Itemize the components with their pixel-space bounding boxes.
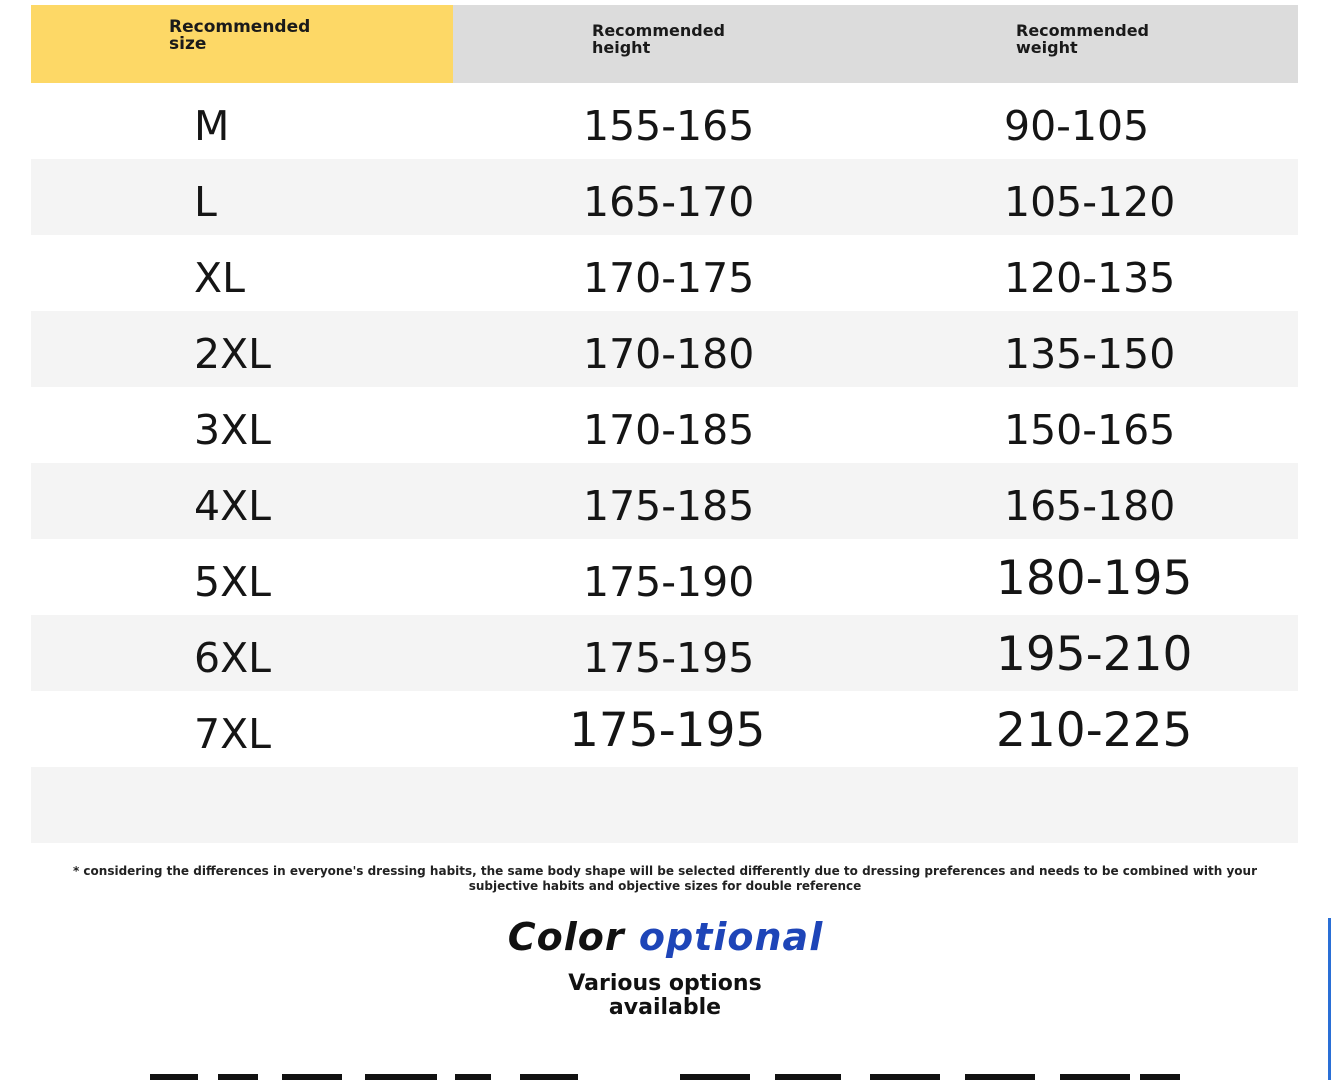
color-optional-title <box>0 912 1331 962</box>
height-cell: 175-185 <box>583 482 755 530</box>
weight-cell: 135-150 <box>1004 330 1176 378</box>
size-cell: 5XL <box>194 558 272 606</box>
stroke-fragment <box>870 1074 940 1080</box>
table-row-empty <box>31 767 1298 843</box>
table-row-6xl <box>31 615 1298 691</box>
size-disclaimer-note: * considering the differences in everyone's dressing habits, the same body shape will be selected differently due to dressing preferences and needs to be combined with your subjective habits and objective sizes for double reference <box>72 864 1258 893</box>
various-options-subtitle: Various options available <box>568 971 762 1020</box>
size-cell: 7XL <box>194 710 272 758</box>
stroke-fragment <box>965 1074 1035 1080</box>
height-cell: 170-175 <box>583 254 755 302</box>
stroke-fragment <box>455 1074 491 1080</box>
stroke-fragment <box>775 1074 841 1080</box>
height-cell: 170-185 <box>583 406 755 454</box>
height-cell: 165-170 <box>583 178 755 226</box>
stroke-fragment <box>1060 1074 1130 1080</box>
weight-cell: 120-135 <box>1004 254 1176 302</box>
color-title-word: Color <box>507 915 625 959</box>
weight-cell: 90-105 <box>1004 102 1150 150</box>
table-row-3xl <box>31 387 1298 463</box>
table-row-m <box>31 83 1298 159</box>
height-cell: 175-190 <box>583 558 755 606</box>
table-row-7xl <box>31 691 1298 767</box>
size-cell: 6XL <box>194 634 272 682</box>
height-cell: 170-180 <box>583 330 755 378</box>
height-cell: 175-195 <box>583 634 755 682</box>
stroke-fragment <box>680 1074 750 1080</box>
stroke-fragment <box>1140 1074 1180 1080</box>
header-weight-label: Recommended weight <box>1016 21 1149 57</box>
table-row-l <box>31 159 1298 235</box>
size-chart-table <box>31 5 1298 843</box>
table-row-5xl <box>31 539 1298 615</box>
stroke-fragment <box>150 1074 198 1080</box>
header-weight-cell <box>876 5 1298 83</box>
size-cell: 4XL <box>194 482 272 530</box>
size-cell: XL <box>194 254 245 302</box>
size-cell: 3XL <box>194 406 272 454</box>
size-cell: M <box>194 102 230 150</box>
table-row-xl <box>31 235 1298 311</box>
cropped-heading-strokes <box>0 1066 1331 1080</box>
table-row-4xl <box>31 463 1298 539</box>
optional-title-word: optional <box>638 915 824 959</box>
weight-cell: 195-210 <box>996 627 1193 682</box>
stroke-fragment <box>520 1074 578 1080</box>
table-row-2xl <box>31 311 1298 387</box>
stroke-fragment <box>282 1074 342 1080</box>
weight-cell: 105-120 <box>1004 178 1176 226</box>
size-cell: L <box>194 178 217 226</box>
size-cell: 2XL <box>194 330 272 378</box>
header-size-cell <box>31 5 453 83</box>
height-cell: 175-195 <box>569 703 766 758</box>
weight-cell: 210-225 <box>996 703 1193 758</box>
stroke-fragment <box>365 1074 437 1080</box>
weight-cell: 165-180 <box>1004 482 1176 530</box>
height-cell: 155-165 <box>583 102 755 150</box>
header-height-label: Recommended height <box>592 21 725 57</box>
weight-cell: 180-195 <box>996 551 1193 606</box>
header-size-label: Recommended size <box>169 17 311 54</box>
weight-cell: 150-165 <box>1004 406 1176 454</box>
stroke-fragment <box>218 1074 258 1080</box>
header-height-cell <box>453 5 876 83</box>
table-header-row <box>31 5 1298 83</box>
